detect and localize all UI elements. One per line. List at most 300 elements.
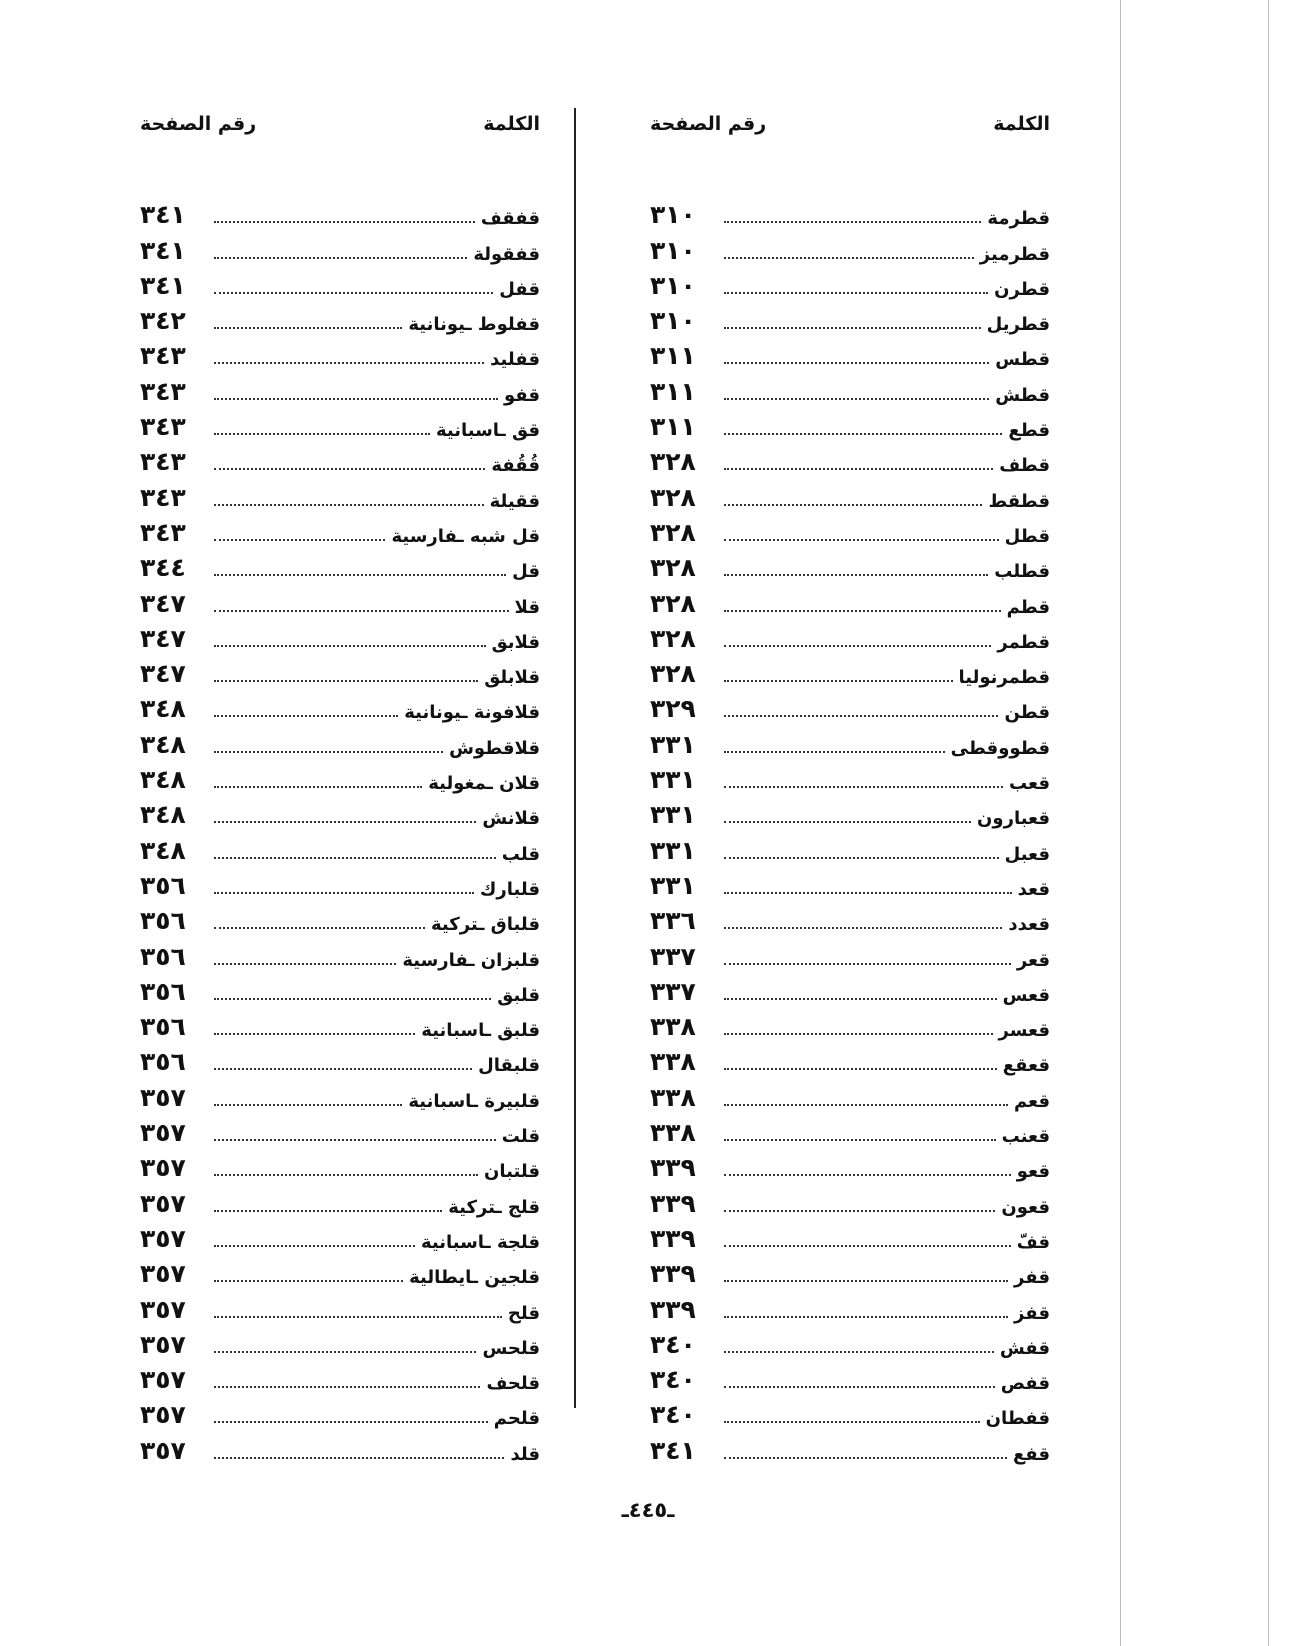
index-entry — [650, 582, 1050, 617]
entry-page-number: ٣١٠ — [650, 200, 696, 230]
entry-word: قلباق ـتركية — [430, 914, 540, 936]
entry-page-number: ٣٤٤ — [140, 553, 186, 583]
entry-page-number: ٣٤٧ — [140, 588, 186, 618]
dot-leader — [724, 1174, 1011, 1176]
entry-page-number: ٣٤٠ — [650, 1329, 696, 1359]
entry-page-number: ٣٢٨ — [650, 482, 696, 512]
index-entry — [650, 1324, 1050, 1359]
entry-page-number: ٣٤٧ — [140, 623, 186, 653]
entry-word: قطمر — [997, 631, 1050, 653]
entry-page-number: ٣٤١ — [140, 200, 186, 230]
entry-page-number: ٣٣١ — [650, 800, 696, 830]
entry-page-number: ٣٢٨ — [650, 623, 696, 653]
index-entry — [140, 1253, 540, 1288]
entry-word: قعسر — [998, 1020, 1050, 1042]
dot-leader — [214, 257, 467, 259]
entry-word: قطرمة — [987, 208, 1050, 230]
dot-leader — [724, 1316, 1008, 1318]
entry-word: قلت — [501, 1126, 540, 1148]
index-entry — [650, 723, 1050, 758]
entry-page-number: ٣٢٨ — [650, 447, 696, 477]
index-entry — [140, 1006, 540, 1041]
index-entry — [140, 723, 540, 758]
dot-leader — [214, 857, 496, 859]
index-entry — [650, 1288, 1050, 1323]
index-entry — [140, 194, 540, 229]
index-entry — [650, 1218, 1050, 1253]
entry-page-number: ٣١١ — [650, 412, 696, 442]
entry-page-number: ٣٢٩ — [650, 694, 696, 724]
index-entry — [650, 512, 1050, 547]
index-entry — [140, 1429, 540, 1464]
column-header — [650, 104, 1050, 144]
index-entry — [140, 1112, 540, 1147]
dot-leader — [214, 574, 506, 576]
dot-leader — [214, 221, 475, 223]
index-entry — [140, 1359, 540, 1394]
entry-page-number: ٣٤٠ — [650, 1400, 696, 1430]
dot-leader — [724, 468, 993, 470]
index-entry — [140, 582, 540, 617]
dot-leader — [724, 610, 1001, 612]
entry-word: قل شبه ـفارسية — [391, 525, 540, 547]
entry-page-number: ٣٥٧ — [140, 1329, 186, 1359]
dot-leader — [724, 327, 981, 329]
dot-leader — [724, 292, 988, 294]
index-entry — [650, 865, 1050, 900]
dot-leader — [724, 1068, 997, 1070]
index-entry — [650, 1429, 1050, 1464]
dot-leader — [724, 645, 991, 647]
entry-page-number: ٣٣٩ — [650, 1223, 696, 1253]
entry-page-number: ٣٤٨ — [140, 694, 186, 724]
dot-leader — [214, 680, 478, 682]
index-entry — [140, 935, 540, 970]
dot-leader — [214, 1174, 478, 1176]
index-entry — [140, 1324, 540, 1359]
index-entry — [140, 300, 540, 335]
scan-edge-line — [1268, 0, 1269, 1646]
entry-page-number: ٣٣١ — [650, 729, 696, 759]
dot-leader — [214, 327, 402, 329]
entry-word: قعد — [1017, 878, 1050, 900]
entry-word: قلد — [510, 1443, 540, 1465]
dot-leader — [214, 468, 485, 470]
entry-page-number: ٣٥٧ — [140, 1435, 186, 1465]
entry-page-number: ٣٤١ — [140, 270, 186, 300]
dot-leader — [214, 1421, 488, 1423]
dot-leader — [724, 857, 999, 859]
entry-page-number: ٣٥٧ — [140, 1365, 186, 1395]
index-entry — [650, 265, 1050, 300]
dot-leader — [214, 398, 498, 400]
entry-page-number: ٣٤٣ — [140, 517, 186, 547]
scan-edge-line — [1120, 0, 1121, 1646]
entry-word: قطس — [995, 349, 1050, 371]
entry-word: قطمرنوليا — [958, 667, 1050, 689]
entry-word: قق ـاسبانية — [435, 420, 540, 442]
index-entry — [650, 476, 1050, 511]
index-entry — [140, 1218, 540, 1253]
entry-word: قلجين ـايطالية — [409, 1267, 540, 1289]
dot-leader — [724, 1351, 994, 1353]
index-entry — [140, 265, 540, 300]
dot-leader — [724, 1104, 1008, 1106]
entry-page-number: ٣٤٣ — [140, 341, 186, 371]
dot-leader — [214, 751, 443, 753]
dot-leader — [724, 574, 988, 576]
entry-word: قلبق — [497, 984, 540, 1006]
index-entry — [650, 1182, 1050, 1217]
index-list — [650, 194, 1050, 1465]
index-entry — [140, 1182, 540, 1217]
index-entry — [140, 476, 540, 511]
entry-word: قلان ـمغولية — [428, 773, 540, 795]
entry-word: قطووقطى — [950, 737, 1050, 759]
entry-page-number: ٣٣١ — [650, 835, 696, 865]
entry-page-number: ٣٥٧ — [140, 1118, 186, 1148]
entry-word: قعنب — [1001, 1126, 1050, 1148]
index-entry — [140, 406, 540, 441]
dot-leader — [724, 221, 981, 223]
dot-leader — [724, 715, 998, 717]
dot-leader — [214, 645, 486, 647]
dot-leader — [214, 1245, 415, 1247]
entry-word: قفقف — [480, 208, 540, 230]
entry-page-number: ٣٤٨ — [140, 835, 186, 865]
entry-word: قعقع — [1002, 1055, 1050, 1077]
dot-leader — [214, 292, 493, 294]
index-entry — [650, 688, 1050, 723]
entry-page-number: ٣١١ — [650, 376, 696, 406]
dot-leader — [214, 1386, 480, 1388]
entry-page-number: ٣٤٢ — [140, 306, 186, 336]
index-entry — [650, 370, 1050, 405]
dot-leader — [724, 1386, 995, 1388]
entry-page-number: ٣٢٨ — [650, 553, 696, 583]
entry-page-number: ٣٣٨ — [650, 1047, 696, 1077]
index-entry — [650, 653, 1050, 688]
index-list — [140, 194, 540, 1465]
entry-word: قفص — [1000, 1373, 1050, 1395]
entry-page-number: ٣٣٨ — [650, 1012, 696, 1042]
dot-leader — [724, 680, 953, 682]
entry-page-number: ٣٣٨ — [650, 1118, 696, 1148]
entry-word: قعر — [1016, 949, 1050, 971]
entry-page-number: ٣٤٨ — [140, 800, 186, 830]
entry-word: قلانش — [482, 808, 540, 830]
entry-page-number: ٣١٠ — [650, 270, 696, 300]
entry-word: قلاقطوش — [449, 737, 540, 759]
index-entry — [650, 300, 1050, 335]
entry-page-number: ٣٤٨ — [140, 765, 186, 795]
entry-word: قلا — [514, 596, 540, 618]
entry-word: قلحم — [493, 1408, 540, 1430]
index-column-left — [140, 104, 540, 1465]
entry-word: قلبيرة ـاسبانية — [408, 1090, 540, 1112]
index-entry — [650, 935, 1050, 970]
entry-word: قفر — [1014, 1267, 1050, 1289]
dot-leader — [214, 786, 422, 788]
index-entry — [140, 865, 540, 900]
entry-page-number: ٣٥٧ — [140, 1223, 186, 1253]
entry-word: قعبل — [1004, 843, 1050, 865]
entry-page-number: ٣٤٧ — [140, 659, 186, 689]
dot-leader — [724, 963, 1011, 965]
index-entry — [140, 653, 540, 688]
entry-word: قعو — [1016, 1161, 1050, 1183]
entry-page-number: ٣٢٨ — [650, 517, 696, 547]
entry-word: قطرن — [994, 278, 1050, 300]
index-entry — [140, 1394, 540, 1429]
entry-word: قلابق — [491, 631, 540, 653]
index-entry — [650, 1041, 1050, 1076]
entry-word: قفش — [999, 1337, 1050, 1359]
index-entry — [650, 759, 1050, 794]
header-word: الكلمة — [993, 113, 1050, 135]
index-entry — [140, 512, 540, 547]
index-entry — [650, 441, 1050, 476]
dot-leader — [214, 504, 484, 506]
entry-page-number: ٣٣٧ — [650, 976, 696, 1006]
index-entry — [650, 829, 1050, 864]
dot-leader — [724, 786, 1003, 788]
entry-word: قعدد — [1008, 914, 1050, 936]
dot-leader — [214, 1033, 415, 1035]
dot-leader — [724, 257, 974, 259]
entry-page-number: ٣٥٧ — [140, 1082, 186, 1112]
index-entry — [140, 1288, 540, 1323]
entry-page-number: ٣٤٣ — [140, 376, 186, 406]
index-entry — [140, 900, 540, 935]
entry-page-number: ٣٤١ — [650, 1435, 696, 1465]
index-entry — [650, 1253, 1050, 1288]
dot-leader — [214, 892, 474, 894]
entry-page-number: ٣٣١ — [650, 870, 696, 900]
entry-word: قطم — [1006, 596, 1050, 618]
entry-page-number: ٣٥٦ — [140, 1047, 186, 1077]
entry-word: قفّ — [1016, 1231, 1050, 1253]
entry-page-number: ٣٣٩ — [650, 1153, 696, 1183]
entry-page-number: ٣٣٧ — [650, 941, 696, 971]
dot-leader — [724, 821, 971, 823]
entry-page-number: ٣٣١ — [650, 765, 696, 795]
entry-word: قفز — [1014, 1302, 1050, 1324]
dot-leader — [214, 1280, 403, 1282]
dot-leader — [214, 1457, 504, 1459]
entry-word: قلجة ـاسبانية — [420, 1231, 540, 1253]
entry-word: قعس — [1002, 984, 1050, 1006]
index-entry — [650, 1359, 1050, 1394]
entry-page-number: ٣١٠ — [650, 235, 696, 265]
entry-word: قفلوط ـيونانية — [408, 314, 540, 336]
dot-leader — [724, 751, 945, 753]
entry-page-number: ٣٤١ — [140, 235, 186, 265]
index-entry — [650, 406, 1050, 441]
index-entry — [650, 1006, 1050, 1041]
index-entry — [140, 547, 540, 582]
index-entry — [650, 900, 1050, 935]
index-entry — [140, 335, 540, 370]
entry-word: قطع — [1008, 420, 1050, 442]
entry-page-number: ٣٥٧ — [140, 1188, 186, 1218]
entry-word: قلافونة ـيونانية — [404, 702, 540, 724]
entry-word: قعب — [1008, 773, 1050, 795]
entry-word: قلبقال — [478, 1055, 540, 1077]
entry-word: قفو — [503, 384, 540, 406]
entry-word: قطل — [1004, 525, 1050, 547]
entry-word: قعون — [1001, 1196, 1050, 1218]
entry-word: قطريل — [986, 314, 1050, 336]
entry-word: قلابلق — [484, 667, 540, 689]
entry-word: قطرميز — [979, 243, 1050, 265]
dot-leader — [214, 1351, 476, 1353]
dot-leader — [214, 927, 425, 929]
index-entry — [650, 1147, 1050, 1182]
column-header — [140, 104, 540, 144]
entry-page-number: ٣٣٨ — [650, 1082, 696, 1112]
entry-page-number: ٣٤٣ — [140, 447, 186, 477]
dot-leader — [214, 1139, 496, 1141]
entry-page-number: ٣٤٠ — [650, 1365, 696, 1395]
entry-word: قفليد — [490, 349, 540, 371]
index-entry — [650, 1112, 1050, 1147]
dot-leader — [724, 398, 989, 400]
entry-word: قلب — [501, 843, 540, 865]
index-entry — [140, 1147, 540, 1182]
dot-leader — [724, 1033, 993, 1035]
index-entry — [650, 1076, 1050, 1111]
entry-word: قطن — [1004, 702, 1050, 724]
dot-leader — [214, 715, 398, 717]
index-entry — [650, 1394, 1050, 1429]
dot-leader — [724, 892, 1012, 894]
index-entry — [140, 618, 540, 653]
index-entry — [140, 829, 540, 864]
entry-word: قطلب — [994, 561, 1050, 583]
index-entry — [140, 1041, 540, 1076]
page-number: ـ٤٤٥ـ — [621, 1498, 675, 1522]
entry-page-number: ٣٥٦ — [140, 1012, 186, 1042]
entry-word: قلبارك — [479, 878, 540, 900]
index-entry — [650, 229, 1050, 264]
entry-word: قلبق ـاسبانية — [421, 1020, 540, 1042]
index-column-right — [650, 104, 1050, 1465]
index-entry — [140, 441, 540, 476]
dot-leader — [724, 998, 997, 1000]
dot-leader — [724, 362, 989, 364]
entry-page-number: ٣٢٨ — [650, 659, 696, 689]
entry-word: قطقط — [988, 490, 1050, 512]
dot-leader — [214, 1068, 472, 1070]
entry-page-number: ٣٥٦ — [140, 976, 186, 1006]
entry-page-number: ٣٥٧ — [140, 1400, 186, 1430]
index-entry — [140, 1076, 540, 1111]
index-entry — [140, 794, 540, 829]
entry-page-number: ٣٤٣ — [140, 482, 186, 512]
dot-leader — [724, 433, 1002, 435]
dot-leader — [214, 539, 385, 541]
index-entry — [140, 370, 540, 405]
dot-leader — [214, 610, 509, 612]
entry-word: قلج ـتركية — [448, 1196, 540, 1218]
dot-leader — [724, 1421, 980, 1423]
index-entry — [140, 759, 540, 794]
header-word: الكلمة — [483, 113, 540, 135]
dot-leader — [214, 433, 430, 435]
index-entry — [650, 618, 1050, 653]
entry-page-number: ٣٢٨ — [650, 588, 696, 618]
index-entry — [650, 547, 1050, 582]
dot-leader — [724, 927, 1002, 929]
entry-page-number: ٣٥٦ — [140, 941, 186, 971]
entry-page-number: ٣٣٦ — [650, 906, 696, 936]
dot-leader — [214, 998, 491, 1000]
dot-leader — [724, 1280, 1008, 1282]
entry-word: قعم — [1013, 1090, 1050, 1112]
index-entry — [650, 194, 1050, 229]
entry-page-number: ٣٤٣ — [140, 412, 186, 442]
column-divider — [574, 108, 576, 1408]
entry-page-number: ٣٥٧ — [140, 1153, 186, 1183]
entry-page-number: ٣١١ — [650, 341, 696, 371]
entry-word: قطش — [995, 384, 1050, 406]
dot-leader — [724, 1210, 995, 1212]
entry-word: قُقُفة — [491, 455, 540, 477]
entry-word: قفع — [1012, 1443, 1050, 1465]
dot-leader — [724, 504, 982, 506]
index-entry — [650, 971, 1050, 1006]
dot-leader — [724, 1139, 996, 1141]
dot-leader — [724, 1245, 1011, 1247]
index-entry — [140, 688, 540, 723]
entry-page-number: ٣٥٦ — [140, 870, 186, 900]
dot-leader — [214, 821, 476, 823]
dot-leader — [214, 963, 396, 965]
index-entry — [650, 335, 1050, 370]
entry-page-number: ٣٥٧ — [140, 1294, 186, 1324]
entry-page-number: ٣٣٩ — [650, 1294, 696, 1324]
dot-leader — [214, 1210, 442, 1212]
entry-word: قلبزان ـفارسية — [402, 949, 540, 971]
index-entry — [140, 971, 540, 1006]
entry-word: قعبارون — [977, 808, 1050, 830]
entry-page-number: ٣١٠ — [650, 306, 696, 336]
entry-word: قل — [512, 561, 540, 583]
entry-word: قطف — [999, 455, 1050, 477]
entry-word: قلحف — [486, 1373, 540, 1395]
entry-word: قلتبان — [484, 1161, 540, 1183]
dot-leader — [214, 1104, 402, 1106]
entry-page-number: ٣٥٧ — [140, 1259, 186, 1289]
dot-leader — [214, 362, 484, 364]
entry-page-number: ٣٣٩ — [650, 1188, 696, 1218]
index-entry — [140, 229, 540, 264]
entry-page-number: ٣٣٩ — [650, 1259, 696, 1289]
entry-page-number: ٣٥٦ — [140, 906, 186, 936]
entry-word: قفقولة — [473, 243, 540, 265]
entry-page-number: ٣٤٨ — [140, 729, 186, 759]
dot-leader — [724, 539, 999, 541]
dot-leader — [724, 1457, 1007, 1459]
header-page: رقم الصفحة — [650, 113, 767, 135]
dot-leader — [214, 1316, 502, 1318]
entry-word: قلح — [507, 1302, 540, 1324]
header-page: رقم الصفحة — [140, 113, 257, 135]
entry-word: ققيلة — [489, 490, 540, 512]
index-entry — [650, 794, 1050, 829]
entry-word: قفطان — [985, 1408, 1050, 1430]
